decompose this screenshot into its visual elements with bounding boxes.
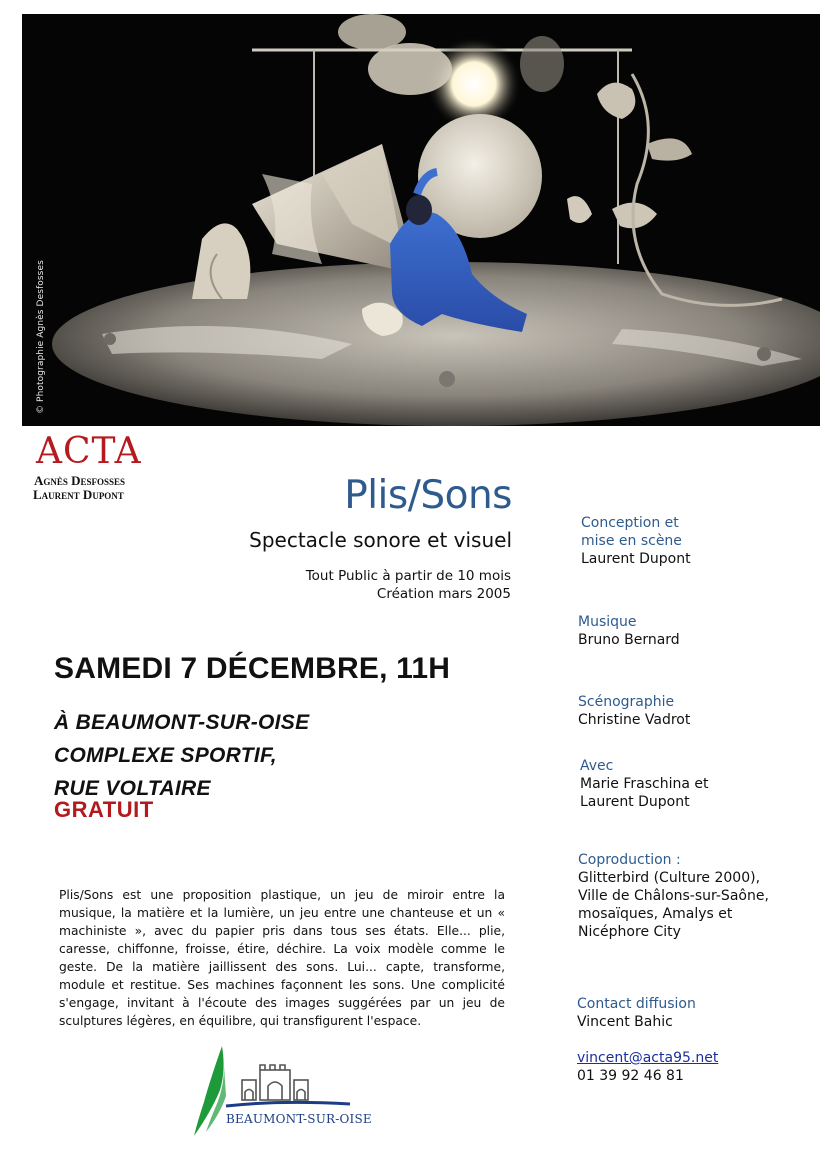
- stage-photo: [22, 14, 820, 426]
- acta-logo: [22, 431, 152, 502]
- event-venue: [54, 706, 309, 805]
- company-person: Laurent Dupont: [33, 487, 124, 502]
- show-title: Plis/Sons: [344, 473, 512, 518]
- credit-value: Bruno Bernard: [578, 632, 680, 648]
- contact-email-link[interactable]: vincent@acta95.net: [577, 1050, 719, 1066]
- contact-phone: 01 39 92 46 81: [577, 1068, 684, 1084]
- town-name: BEAUMONT-SUR-OISE: [226, 1112, 372, 1126]
- venue-line: RUE VOLTAIRE: [54, 777, 211, 800]
- show-subtitle: Spectacle sonore et visuel: [249, 528, 512, 552]
- audience-info: Tout Public à partir de 10 mois: [305, 568, 511, 584]
- company-name: ACTA: [36, 431, 142, 472]
- venue-line: COMPLEXE SPORTIF,: [54, 744, 277, 767]
- credit-musique: [578, 613, 818, 649]
- credit-value: Christine Vadrot: [578, 712, 691, 728]
- town-logo: [190, 1040, 372, 1140]
- show-description: Plis/Sons est une proposition plastique, un jeu de miroir entre la musique, la matière et la lumière, un jeu entre une chanteuse et un « machiniste », avec du papier pris dans tous ses états. Elle... plie, caresse, chiffonne, froisse, étire, déchire. La voix modèle comme le geste. De la matière jaillissent des sons. Lui... capte, transforme, module et restitue. Ses machines façonnent les sons. Une complicité s'engage, invitant à l'écoute des images suggérées par un jeu de sculptures légères, en équilibre, qui transfigurent l'espace.: [59, 888, 505, 1028]
- company-person: Agnès Desfosses: [34, 473, 126, 488]
- credit-value: Laurent Dupont: [581, 551, 691, 567]
- contact-name: Vincent Bahic: [577, 1014, 673, 1030]
- credit-value: Marie Fraschina et Laurent Dupont: [580, 776, 709, 810]
- credit-label: Scénographie: [578, 694, 675, 710]
- photo-credit: © Photographie Agnès Desfosses: [36, 260, 46, 414]
- credit-avec: [580, 757, 820, 811]
- contact-email-row: [577, 1031, 817, 1067]
- credit-label: Contact diffusion: [577, 996, 696, 1012]
- venue-line: À BEAUMONT-SUR-OISE: [54, 711, 310, 734]
- credit-label: Avec: [580, 758, 614, 774]
- price-label: GRATUIT: [54, 797, 154, 822]
- credit-value: Glitterbird (Culture 2000), Ville de Châlons-sur-Saône, mosaïques, Amalys et Nicéphore City: [578, 870, 769, 940]
- stage-photo-illustration: [22, 14, 820, 426]
- credit-coproduction: [578, 851, 818, 941]
- company-people: [22, 474, 152, 502]
- credit-label: Coproduction :: [578, 852, 681, 868]
- credit-contact: [577, 995, 817, 1085]
- credit-scenographie: [578, 693, 818, 729]
- event-date: SAMEDI 7 DÉCEMBRE, 11H: [54, 652, 451, 685]
- credit-conception: [581, 514, 821, 568]
- creation-info: Création mars 2005: [376, 586, 511, 602]
- credit-label: Conception et mise en scène: [581, 515, 682, 549]
- credit-label: Musique: [578, 614, 637, 630]
